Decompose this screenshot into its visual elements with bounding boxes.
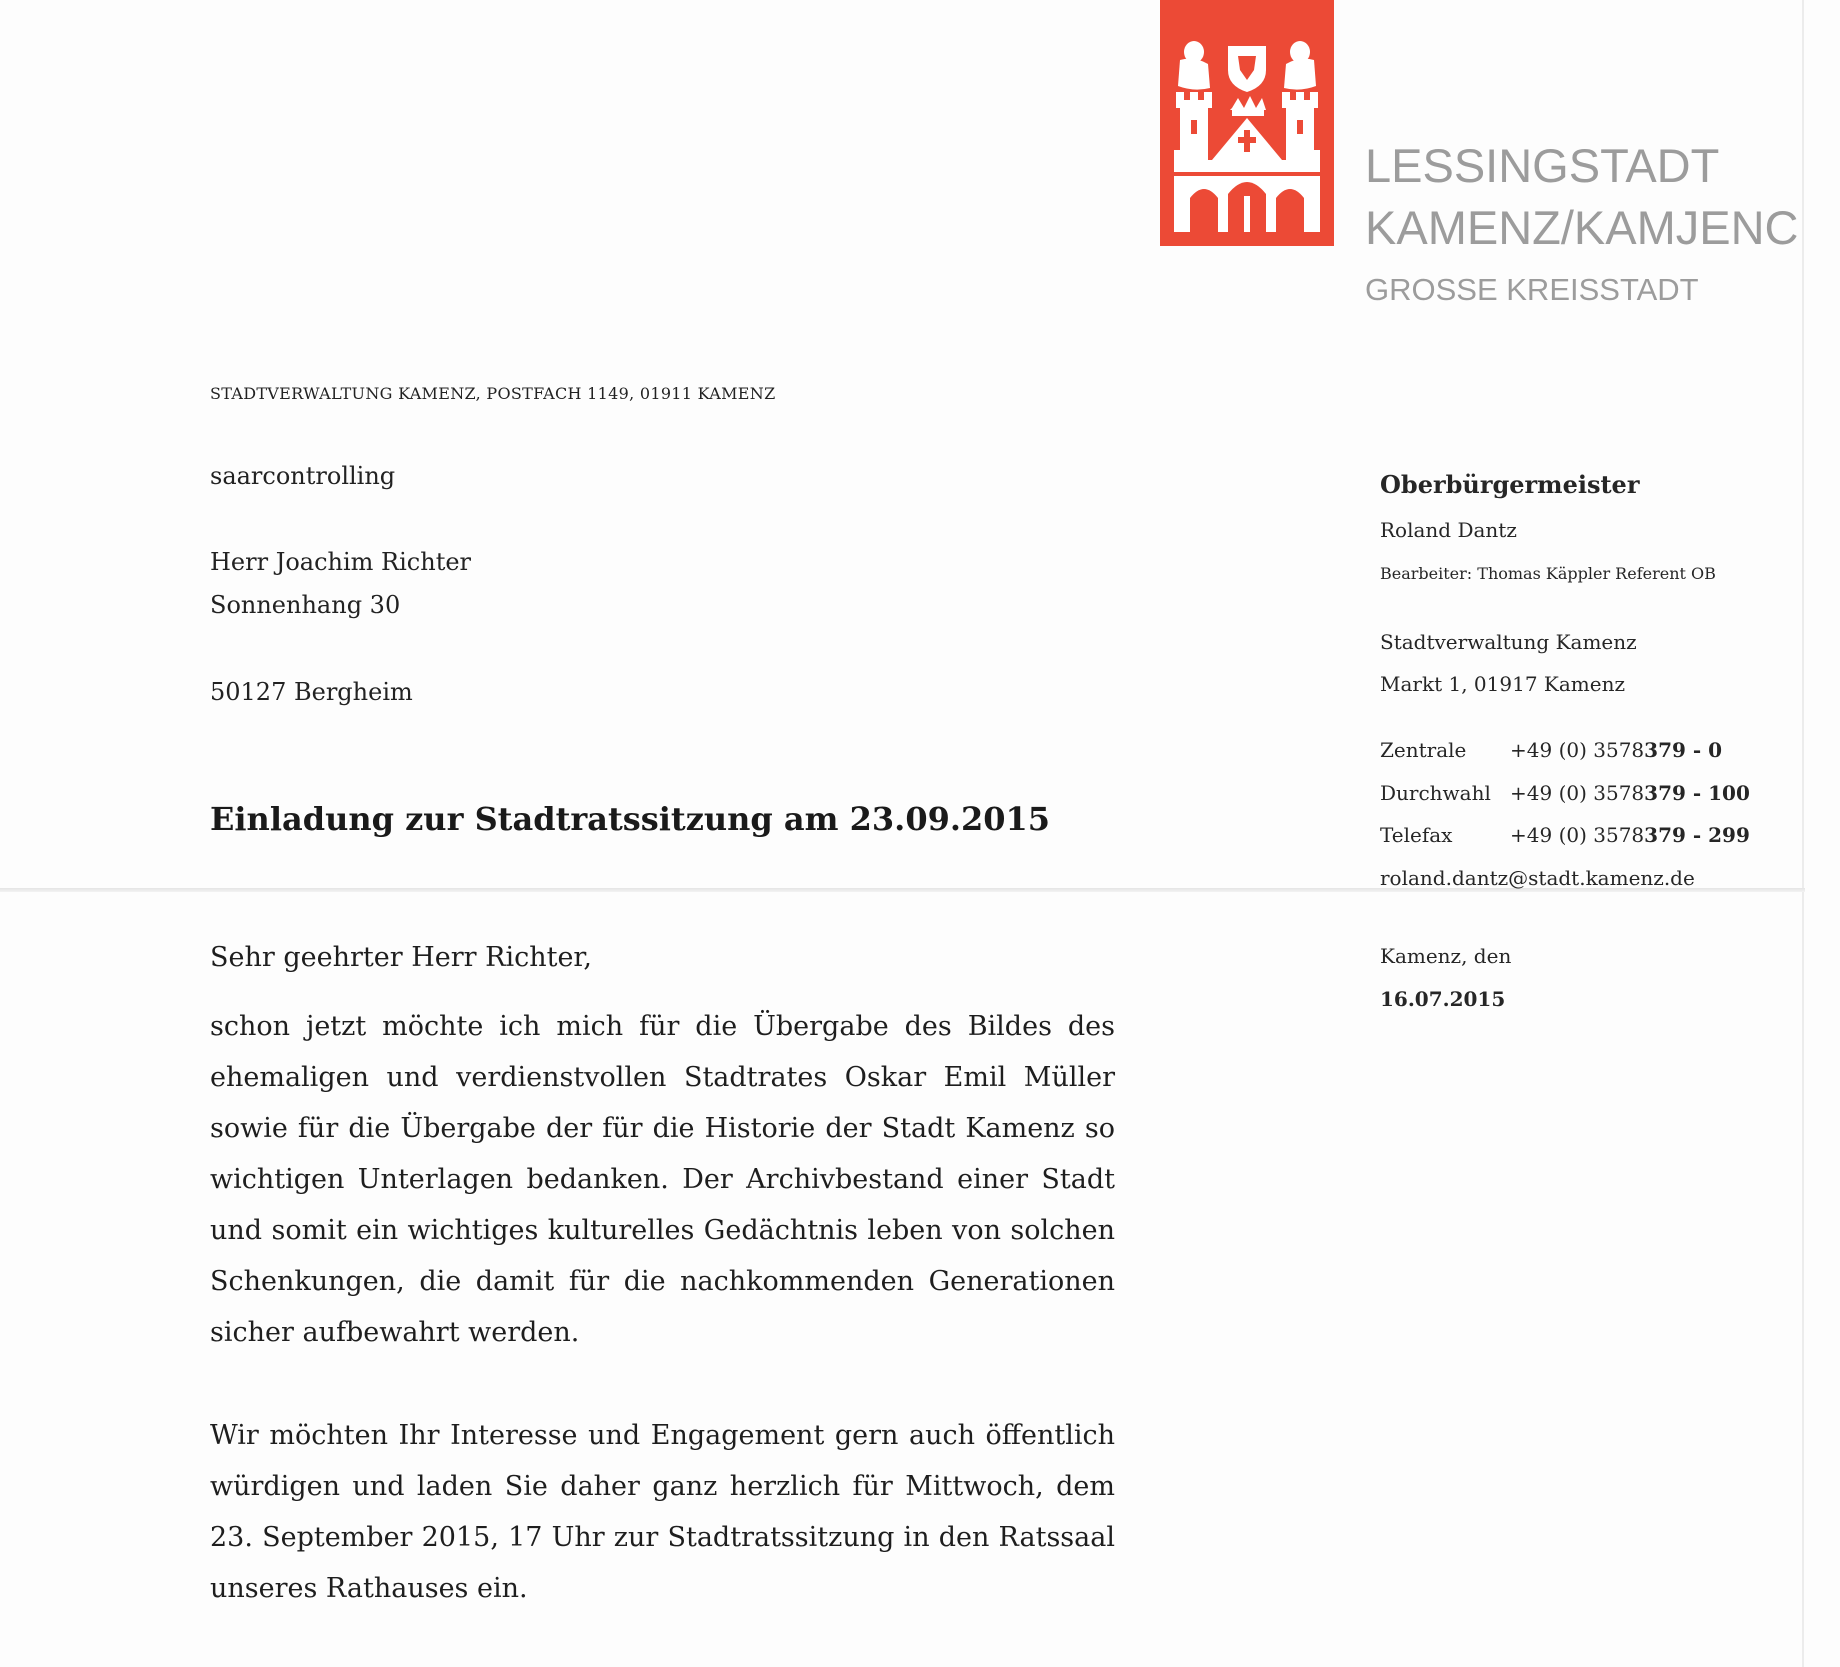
sidebar-person: Roland Dantz xyxy=(1380,518,1517,542)
phone-label: Zentrale xyxy=(1380,738,1467,762)
body-line: Wir möchten Ihr Interesse und Engagement gern auch öffentlich xyxy=(210,1420,1115,1451)
sidebar-email: roland.dantz@stadt.kamenz.de xyxy=(1380,866,1695,890)
recipient-name: Herr Joachim Richter xyxy=(210,548,472,576)
body-paragraph-1 xyxy=(210,1001,1115,1358)
coat-of-arms-icon xyxy=(1160,0,1334,246)
paper-edge xyxy=(1802,0,1804,1667)
phone-extension: 379 - 299 xyxy=(1644,823,1750,847)
letter-date: 16.07.2015 xyxy=(1380,987,1506,1011)
phone-row-direct xyxy=(1380,781,1750,805)
date-label: Kamenz, den xyxy=(1380,944,1512,968)
body-line: würdigen und laden Sie daher ganz herzlich für Mittwoch, dem xyxy=(210,1471,1115,1502)
phone-prefix: +49 (0) 3578 xyxy=(1510,781,1645,805)
sidebar-title: Oberbürgermeister xyxy=(1380,470,1640,499)
body-line: schon jetzt möchte ich mich für die Übergabe des Bildes des xyxy=(210,1011,1115,1042)
body-paragraph-2 xyxy=(210,1410,1115,1614)
body-line: sicher aufbewahrt werden. xyxy=(210,1317,580,1348)
body-line: 23. September 2015, 17 Uhr zur Stadtratssitzung in den Ratssaal xyxy=(210,1522,1115,1553)
phone-extension: 379 - 100 xyxy=(1644,781,1750,805)
phone-label: Durchwahl xyxy=(1380,781,1491,805)
body-line: sowie für die Übergabe der für die Historie der Stadt Kamenz so xyxy=(210,1113,1115,1144)
recipient-street: Sonnenhang 30 xyxy=(210,591,401,619)
phone-label: Telefax xyxy=(1380,823,1453,847)
sidebar-address: Markt 1, 01917 Kamenz xyxy=(1380,672,1625,696)
salutation: Sehr geehrter Herr Richter, xyxy=(210,942,592,973)
coat-of-arms-logo xyxy=(1160,0,1334,246)
phone-extension: 379 - 0 xyxy=(1644,738,1723,762)
body-line: wichtigen Unterlagen bedanken. Der Archivbestand einer Stadt xyxy=(210,1164,1115,1195)
recipient-company: saarcontrolling xyxy=(210,462,396,490)
city-title-line1: LESSINGSTADT xyxy=(1365,139,1720,192)
body-line: und somit ein wichtiges kulturelles Gedächtnis leben von solchen xyxy=(210,1215,1115,1246)
letter-subject: Einladung zur Stadtratssitzung am 23.09.2015 xyxy=(210,800,1051,838)
phone-row-central xyxy=(1380,738,1722,762)
sender-return-address: STADTVERWALTUNG KAMENZ, POSTFACH 1149, 01911 KAMENZ xyxy=(210,384,776,403)
sidebar-office: Stadtverwaltung Kamenz xyxy=(1380,630,1637,654)
city-subtitle: GROSSE KREISSTADT xyxy=(1365,272,1699,307)
phone-prefix: +49 (0) 3578 xyxy=(1510,823,1645,847)
phone-row-fax xyxy=(1380,823,1750,847)
body-line: ehemaligen und verdienstvollen Stadtrates Oskar Emil Müller xyxy=(210,1062,1115,1093)
sidebar-editor: Bearbeiter: Thomas Käppler Referent OB xyxy=(1380,564,1716,583)
city-title-line2: KAMENZ/KAMJENC xyxy=(1365,201,1799,254)
body-line: Schenkungen, die damit für die nachkommenden Generationen xyxy=(210,1266,1115,1297)
phone-prefix: +49 (0) 3578 xyxy=(1510,738,1645,762)
body-line: unseres Rathauses ein. xyxy=(210,1573,528,1604)
recipient-city: 50127 Bergheim xyxy=(210,678,413,706)
